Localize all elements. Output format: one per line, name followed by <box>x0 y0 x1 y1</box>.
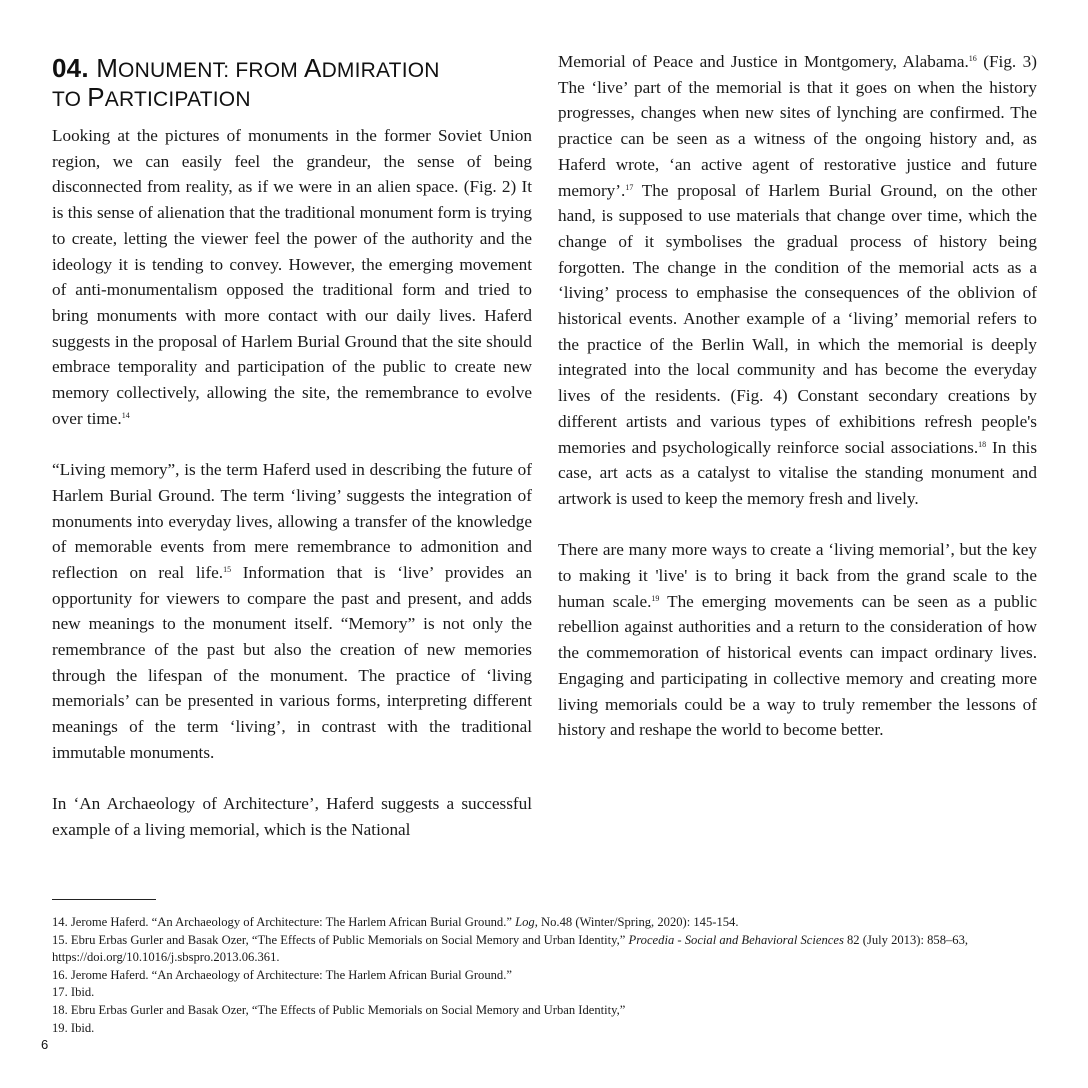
paragraph <box>52 791 532 842</box>
heading-cap: P <box>87 82 105 112</box>
paragraph <box>52 123 532 431</box>
paragraph-text: The proposal of Harlem Burial Ground, on the other hand, is supposed to use materials that change over time, which the change of it symbolises the gradual process of history being forgotten. The change in the condition of the memorial acts as a ‘living’ process to emphasise the consequences of the oblivion of historical events. Another example of a ‘living’ memorial refers to the practice of the Berlin Wall, in which the memorial is deeply integrated into the local community and has become the everyday lives of the residents. (Fig. 4) Constant secondary creations by different artists and various types of exhibitions refresh people's memories and psychologically reinforce social associations. <box>558 180 1037 457</box>
footnote-ref: 16 <box>968 54 977 63</box>
footnote-14 <box>52 914 1042 932</box>
paragraph <box>52 457 532 765</box>
footnote-ref: 15 <box>223 564 232 574</box>
heading-smallcaps: TO <box>52 88 88 111</box>
footnote-ref: 19 <box>651 593 660 603</box>
footnote-divider <box>52 899 156 900</box>
footnote-text: 82 (July 2013): 858–63, https://doi.org/10.1016/j.sbspro.2013.06.361. <box>52 932 969 965</box>
footnote-journal: Log <box>515 915 535 929</box>
footnote-16: 16. Jerome Haferd. “An Archaeology of Architecture: The Harlem African Burial Ground.” <box>52 967 512 982</box>
page-number: 6 <box>41 1037 49 1052</box>
heading-smallcaps: ONUMENT: FROM <box>118 59 305 82</box>
heading-cap: A <box>304 53 322 83</box>
paragraph <box>558 537 1037 743</box>
paragraph-text: Memorial of Peace and Justice in Montgomery, Alabama. <box>558 52 969 71</box>
footnote-ref: 18 <box>978 439 987 449</box>
right-column <box>558 49 1037 743</box>
heading-line-2 <box>52 84 532 113</box>
left-column <box>52 123 532 843</box>
heading-smallcaps: ARTICIPATION <box>104 88 251 111</box>
footnote-ref: 17 <box>625 182 634 192</box>
paragraph-text: “Living memory”, is the term Haferd used in describing the future of Harlem Burial Ground. The term ‘living’ suggests the integration of monuments into everyday lives, allowing a transfer of the knowledge of memorable events from mere remembrance to admonition and reflection on real life. <box>52 460 532 582</box>
footnote-text: 14. Jerome Haferd. “An Archaeology of Architecture: The Harlem African Burial Ground.” <box>52 915 516 929</box>
paragraph-text: Information that is ‘live’ provides an opportunity for viewers to compare the past and present, and adds new meanings to the monument itself. “Memory” is not only the remembrance of the past but also the creation of new memories through the lifespan of the monument. The practice of ‘living memorials’ can be presented in various forms, interpreting different meanings of the term ‘living’, in contrast with the traditional immutable monuments. <box>52 562 532 762</box>
paragraph-text: There are many more ways to create a ‘living memorial’, but the key to making it 'live' is to bring it back from the grand scale to the human scale. <box>558 540 1037 611</box>
paragraph-text: In ‘An Archaeology of Architecture’, Haferd suggests a successful example of a living memorial, which is the National <box>52 794 532 839</box>
footnotes <box>52 914 1042 1037</box>
paragraph-text: Looking at the pictures of monuments in the former Soviet Union region, we can easily feel the grandeur, the sense of being disconnected from reality, as if we were in an alien space. (Fig. 2) It is this sense of alienation that the traditional monument form is trying to create, letting the viewer feel the power of the authority and the ideology it is tending to convey. However, the emerging movement of anti-monumentalism opposed the traditional form and tried to bring monuments with more contact with our daily lives. Haferd suggests in the proposal of Harlem Burial Ground that the site should embrace temporality and participation of the public to create new memory collectively, allowing the site, the remembrance to evolve over time. <box>52 126 532 428</box>
paragraph-text: (Fig. 3) The ‘live’ part of the memorial is that it goes on when the history progresses, changes when new sites of lynching are confirmed. The practice can be seen as a witness of the ongoing history and, as Haferd wrote, ‘an active agent of restorative justice and future memory’. <box>558 52 1037 200</box>
paragraph-text: In this case, art acts as a catalyst to vitalise the standing monument and artwork is used to keep the memory fresh and lively. <box>558 437 1038 508</box>
section-number: 04. <box>52 53 89 83</box>
footnote-journal: Procedia - Social and Behavioral Sciences <box>628 932 844 947</box>
heading-cap: M <box>96 53 119 83</box>
paragraph-text: The emerging movements can be seen as a public rebellion against authorities and a return to the consideration of how the commemoration of historical events can impact ordinary lives. Engaging and participating in collective memory and creating more living memorials could be a way to truly remember the lessons of history and reshape the world to become better. <box>558 591 1037 740</box>
footnote-text: , No.48 (Winter/Spring, 2020): 145-154. <box>534 915 739 929</box>
footnote-15 <box>52 932 1042 967</box>
paragraph <box>558 49 1037 512</box>
footnote-ref: 14 <box>121 410 130 420</box>
footnote-19: 19. Ibid. <box>52 1020 95 1035</box>
footnote-17: 17. Ibid. <box>52 985 95 1000</box>
footnote-18: 18. Ebru Erbas Gurler and Basak Ozer, “The Effects of Public Memorials on Social Memory and Urban Identity,” <box>52 1002 626 1017</box>
footnote-text: 15. Ebru Erbas Gurler and Basak Ozer, “The Effects of Public Memorials on Social Memory and Urban Identity,” <box>52 932 629 947</box>
section-heading <box>52 55 532 113</box>
heading-line-1 <box>52 55 532 84</box>
heading-smallcaps: DMIRATION <box>321 59 440 82</box>
